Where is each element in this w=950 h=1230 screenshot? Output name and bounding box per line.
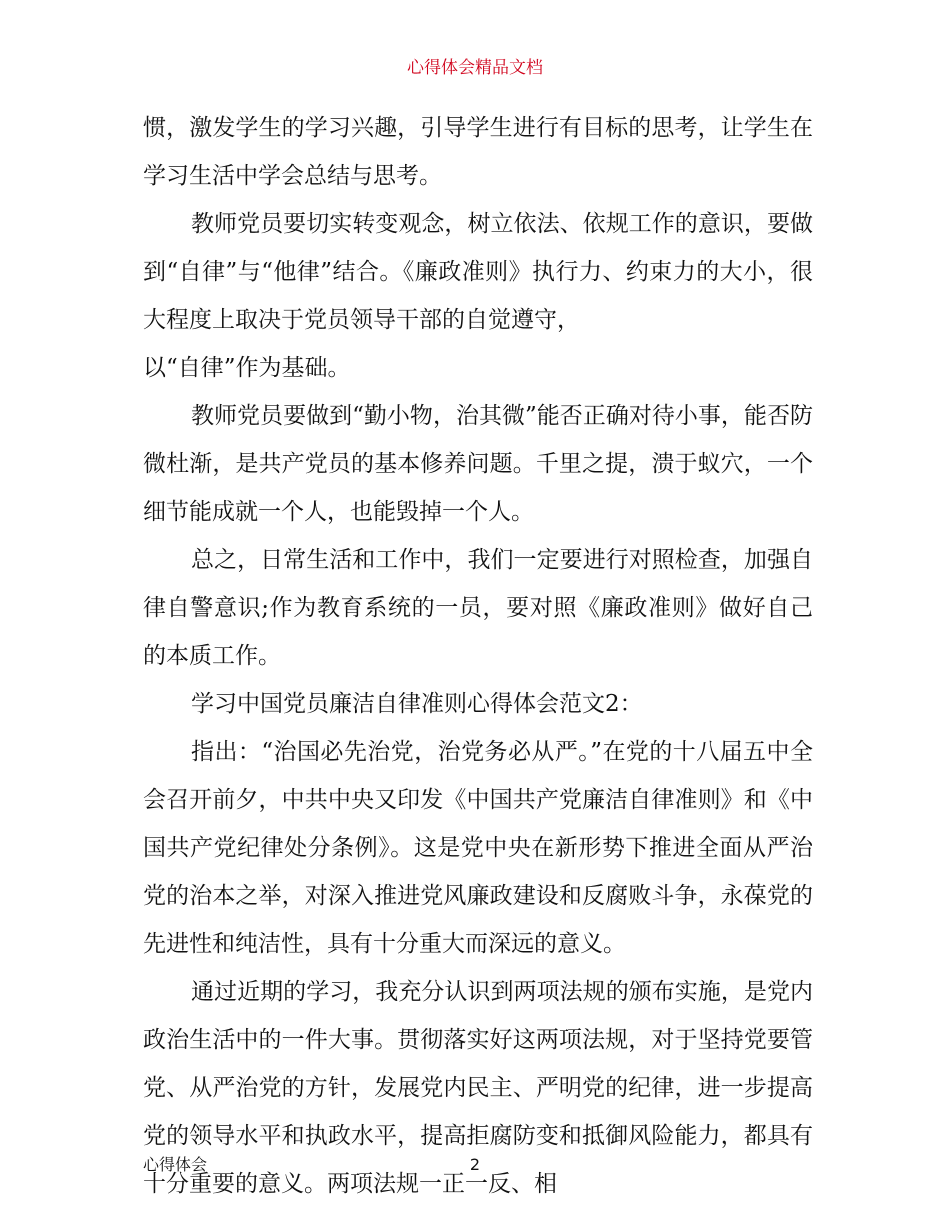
document-body: [143, 104, 813, 1208]
paragraph-summary: 总之，日常生活和工作中，我们一定要进行对照检查，加强自律自警意识;作为教育系统的一员，要对照《廉政准则》做好自己的本质工作。: [143, 547, 813, 669]
document-header-title: 心得体会精品文档: [407, 58, 543, 78]
paragraph-govern-party: 指出：“治国必先治党，治党务必从严。”在党的十八届五中全会召开前夕，中共中央又印发《中国共产党廉洁自律准则》和《中国共产党纪律处分条例》。这是党中央在新形势下推进全面从严治党的治本之举，对深入推进党风廉政建设和反腐败斗争，永葆党的先进性和纯洁性，具有十分重大而深远的意义。: [143, 739, 813, 957]
paragraph-small-things: 教师党员要做到“勤小物，治其微”能否正确对待小事，能否防微杜渐，是共产党员的基本修养问题。千里之提，溃于蚁穴，一个细节能成就一个人，也能毁掉一个人。: [143, 403, 813, 525]
paragraph-continuation: 惯，激发学生的学习兴趣，引导学生进行有目标的思考，让学生在学习生活中学会总结与思考。: [143, 115, 813, 189]
paragraph-teacher-attitude: 教师党员要切实转变观念，树立依法、依规工作的意识，要做到“自律”与“他律”结合。《廉政准则》执行力、约束力的大小，很大程度上取决于党员领导干部的自觉遵守，: [143, 211, 813, 333]
footer-label: 心得体会: [143, 1155, 208, 1174]
paragraph-recent-study: 通过近期的学习，我充分认识到两项法规的颁布实施，是党内政治生活中的一件大事。贯彻落实好这两项法规，对于坚持党要管党、从严治党的方针，发展党内民主、严明党的纪律，进一步提高党的领导水平和执政水平，提高拒腐防变和抵御风险能力，都具有十分重要的意义。两项法规一正一反、相: [143, 979, 813, 1197]
section-heading-sample-2: 学习中国党员廉洁自律准则心得体会范文2：: [191, 691, 643, 717]
page-number: 2: [469, 1155, 481, 1174]
paragraph-self-discipline-basis: 以“自律”作为基础。: [143, 355, 351, 381]
